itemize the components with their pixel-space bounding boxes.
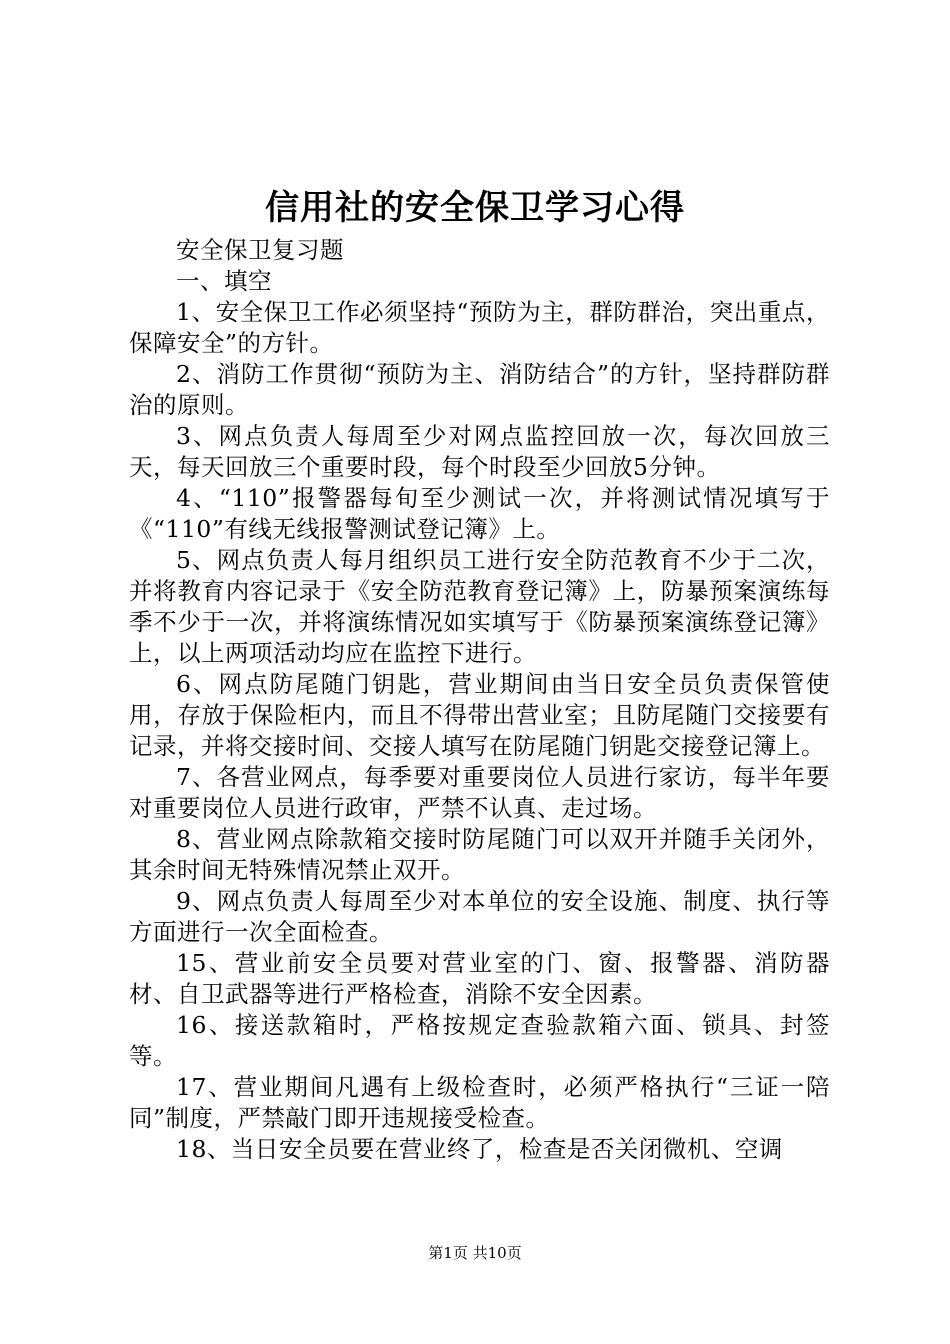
subtitle-paragraph: 安全保卫复习题 <box>176 236 344 264</box>
item-paragraph-2: 2、消防工作贯彻“预防为主、消防结合”的方针，坚持群防群治的原则。 <box>129 360 830 419</box>
item-paragraph-3: 3、网点负责人每周至少对网点监控回放一次，每次回放三天，每天回放三个重要时段，每个时段至少回放5分钟。 <box>129 422 830 481</box>
item-paragraph-18: 18、当日安全员要在营业终了，检查是否关闭微机、空调 <box>176 1135 783 1163</box>
item-paragraph-5: 5、网点负责人每月组织员工进行安全防范教育不少于二次，并将教育内容记录于《安全防范教育登记簿》上，防暴预案演练每季不少于一次，并将演练情况如实填写于《防暴预案演练登记簿》上，以上两项活动均应在监控下进行。 <box>129 546 830 667</box>
item-paragraph-16: 16、接送款箱时，严格按规定查验款箱六面、锁具、封签等。 <box>129 1011 830 1070</box>
section-heading-fill-blank: 一、填空 <box>176 267 272 295</box>
item-paragraph-15: 15、营业前安全员要对营业室的门、窗、报警器、消防器材、自卫武器等进行严格检查，消除不安全因素。 <box>129 949 830 1008</box>
document-body <box>129 235 830 1165</box>
document-title: 信用社的安全保卫学习心得 <box>265 188 685 228</box>
item-paragraph-6: 6、网点防尾随门钥匙，营业期间由当日安全员负责保管使用，存放于保险柜内，而且不得带出营业室；且防尾随门交接要有记录，并将交接时间、交接人填写在防尾随门钥匙交接登记簿上。 <box>129 670 830 760</box>
item-paragraph-7: 7、各营业网点，每季要对重要岗位人员进行家访，每半年要对重要岗位人员进行政审，严禁不认真、走过场。 <box>129 763 830 822</box>
page-number-footer: 第1页 共10页 <box>428 1244 522 1262</box>
item-paragraph-1: 1、安全保卫工作必须坚持“预防为主，群防群治，突出重点，保障安全”的方针。 <box>129 298 830 357</box>
item-paragraph-8: 8、营业网点除款箱交接时防尾随门可以双开并随手关闭外，其余时间无特殊情况禁止双开。 <box>129 825 830 884</box>
item-paragraph-9: 9、网点负责人每周至少对本单位的安全设施、制度、执行等方面进行一次全面检查。 <box>129 887 830 946</box>
item-paragraph-17: 17、营业期间凡遇有上级检查时，必须严格执行“三证一陪同”制度，严禁敲门即开违规接受检查。 <box>129 1073 830 1132</box>
item-paragraph-4: 4、“110”报警器每旬至少测试一次，并将测试情况填写于《“110”有线无线报警测试登记簿》上。 <box>129 484 830 543</box>
